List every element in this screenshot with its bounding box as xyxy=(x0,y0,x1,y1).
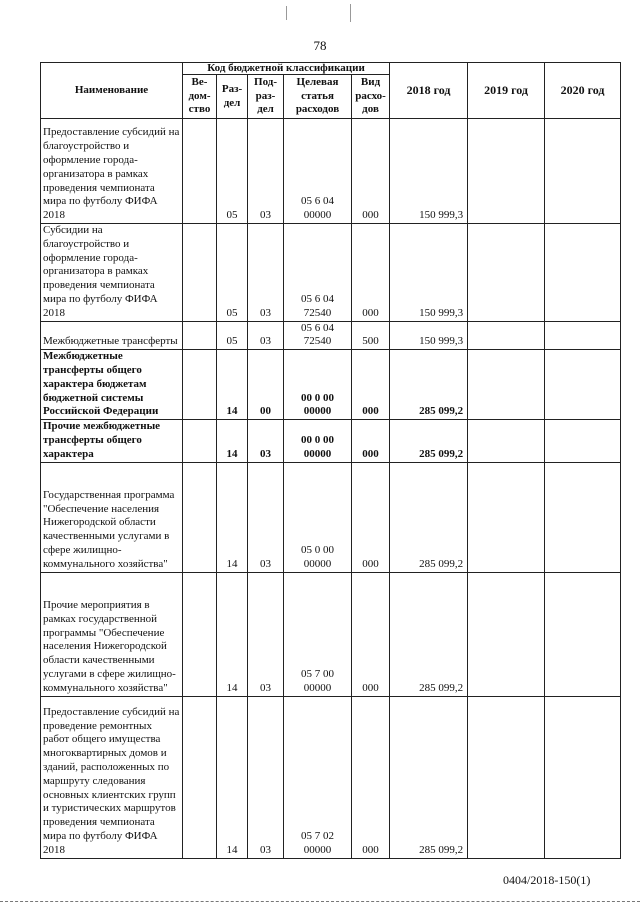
row-expense-type: 000 xyxy=(352,572,390,696)
row-year-2018: 285 099,2 xyxy=(390,350,468,420)
row-year-2019 xyxy=(468,350,545,420)
row-year-2019 xyxy=(468,321,545,350)
row-target-article: 05 6 04 72540 xyxy=(284,224,352,322)
row-year-2020 xyxy=(545,420,621,462)
row-vedomstvo xyxy=(183,350,217,420)
row-podrazdel: 03 xyxy=(248,224,284,322)
row-target-article: 05 7 00 00000 xyxy=(284,572,352,696)
row-expense-type: 500 xyxy=(352,321,390,350)
scan-speck xyxy=(286,6,287,20)
row-razdel: 14 xyxy=(217,420,248,462)
table-row xyxy=(41,350,621,420)
document-code: 0404/2018-150(1) xyxy=(503,873,591,887)
header-year-2018: 2018 год xyxy=(390,63,468,119)
row-razdel: 05 xyxy=(217,224,248,322)
row-podrazdel: 03 xyxy=(248,572,284,696)
header-year-2019: 2019 год xyxy=(468,63,545,119)
row-name: Государственная программа "Обеспечение населения Нижегородской области качественными услугами в сфере жилищно-коммунального хозяйства" xyxy=(41,462,183,572)
row-year-2019 xyxy=(468,572,545,696)
row-target-article: 05 0 00 00000 xyxy=(284,462,352,572)
row-podrazdel: 03 xyxy=(248,420,284,462)
table-row xyxy=(41,462,621,572)
table-row xyxy=(41,224,621,322)
row-year-2020 xyxy=(545,321,621,350)
row-year-2019 xyxy=(468,696,545,858)
row-name: Межбюджетные трансферты xyxy=(41,321,183,350)
row-razdel: 14 xyxy=(217,696,248,858)
table-row xyxy=(41,696,621,858)
page-number: 78 xyxy=(313,38,327,53)
scan-speck xyxy=(350,4,351,22)
budget-table xyxy=(40,62,621,859)
row-podrazdel: 03 xyxy=(248,119,284,224)
row-expense-type: 000 xyxy=(352,350,390,420)
row-name: Прочие мероприятия в рамках государственной программы "Обеспечение населения Нижегородской области качественными услугами в сфере жилищно-коммунального хозяйства" xyxy=(41,572,183,696)
row-vedomstvo xyxy=(183,119,217,224)
row-year-2020 xyxy=(545,696,621,858)
row-year-2020 xyxy=(545,350,621,420)
table-row xyxy=(41,321,621,350)
row-vedomstvo xyxy=(183,696,217,858)
row-name: Предоставление субсидий на проведение ремонтных работ общего имущества многоквартирных домов и зданий, расположенных по маршруту следования основных клиентских групп и туристических маршрутов проведения чемпионата мира по футболу ФИФА 2018 xyxy=(41,696,183,858)
row-razdel: 14 xyxy=(217,350,248,420)
row-razdel: 14 xyxy=(217,572,248,696)
row-expense-type: 000 xyxy=(352,119,390,224)
row-podrazdel: 03 xyxy=(248,696,284,858)
row-target-article: 00 0 00 00000 xyxy=(284,420,352,462)
row-target-article: 05 6 04 72540 xyxy=(284,321,352,350)
header-name: Наименование xyxy=(41,63,183,119)
row-name: Субсидии на благоустройство и оформление города-организатора в рамках проведения чемпионата мира по футболу ФИФА 2018 xyxy=(41,224,183,322)
row-year-2019 xyxy=(468,462,545,572)
row-expense-type: 000 xyxy=(352,420,390,462)
row-year-2018: 285 099,2 xyxy=(390,462,468,572)
row-year-2018: 150 999,3 xyxy=(390,119,468,224)
scan-edge-line xyxy=(0,901,640,902)
table-body xyxy=(41,119,621,859)
row-year-2019 xyxy=(468,420,545,462)
row-year-2018: 150 999,3 xyxy=(390,321,468,350)
header-expense-type: Вид расхо-дов xyxy=(352,75,390,119)
row-target-article: 05 6 04 00000 xyxy=(284,119,352,224)
row-name: Предоставление субсидий на благоустройство и оформление города-организатора в рамках проведения чемпионата мира по футболу ФИФА 2018 xyxy=(41,119,183,224)
row-year-2018: 285 099,2 xyxy=(390,696,468,858)
row-vedomstvo xyxy=(183,420,217,462)
row-year-2018: 150 999,3 xyxy=(390,224,468,322)
row-name: Прочие межбюджетные трансферты общего характера xyxy=(41,420,183,462)
row-year-2020 xyxy=(545,224,621,322)
row-target-article: 00 0 00 00000 xyxy=(284,350,352,420)
table-row xyxy=(41,420,621,462)
header-year-2020: 2020 год xyxy=(545,63,621,119)
row-expense-type: 000 xyxy=(352,696,390,858)
row-name: Межбюджетные трансферты общего характера бюджетам бюджетной системы Российской Федерации xyxy=(41,350,183,420)
header-vedomstvo: Ве-дом-ство xyxy=(183,75,217,119)
row-razdel: 05 xyxy=(217,119,248,224)
row-vedomstvo xyxy=(183,321,217,350)
table-row xyxy=(41,119,621,224)
row-vedomstvo xyxy=(183,462,217,572)
row-year-2020 xyxy=(545,572,621,696)
header-razdel: Раз-дел xyxy=(217,75,248,119)
row-razdel: 05 xyxy=(217,321,248,350)
row-year-2020 xyxy=(545,119,621,224)
row-podrazdel: 03 xyxy=(248,462,284,572)
row-vedomstvo xyxy=(183,224,217,322)
row-razdel: 14 xyxy=(217,462,248,572)
header-target-article: Целевая статья расходов xyxy=(284,75,352,119)
row-target-article: 05 7 02 00000 xyxy=(284,696,352,858)
row-vedomstvo xyxy=(183,572,217,696)
row-podrazdel: 00 xyxy=(248,350,284,420)
row-year-2018: 285 099,2 xyxy=(390,420,468,462)
row-year-2019 xyxy=(468,224,545,322)
row-year-2018: 285 099,2 xyxy=(390,572,468,696)
row-podrazdel: 03 xyxy=(248,321,284,350)
table-row xyxy=(41,572,621,696)
header-podrazdel: Под-раз-дел xyxy=(248,75,284,119)
row-year-2019 xyxy=(468,119,545,224)
row-expense-type: 000 xyxy=(352,462,390,572)
row-year-2020 xyxy=(545,462,621,572)
row-expense-type: 000 xyxy=(352,224,390,322)
header-budget-code-group: Код бюджетной классификации xyxy=(183,63,390,75)
